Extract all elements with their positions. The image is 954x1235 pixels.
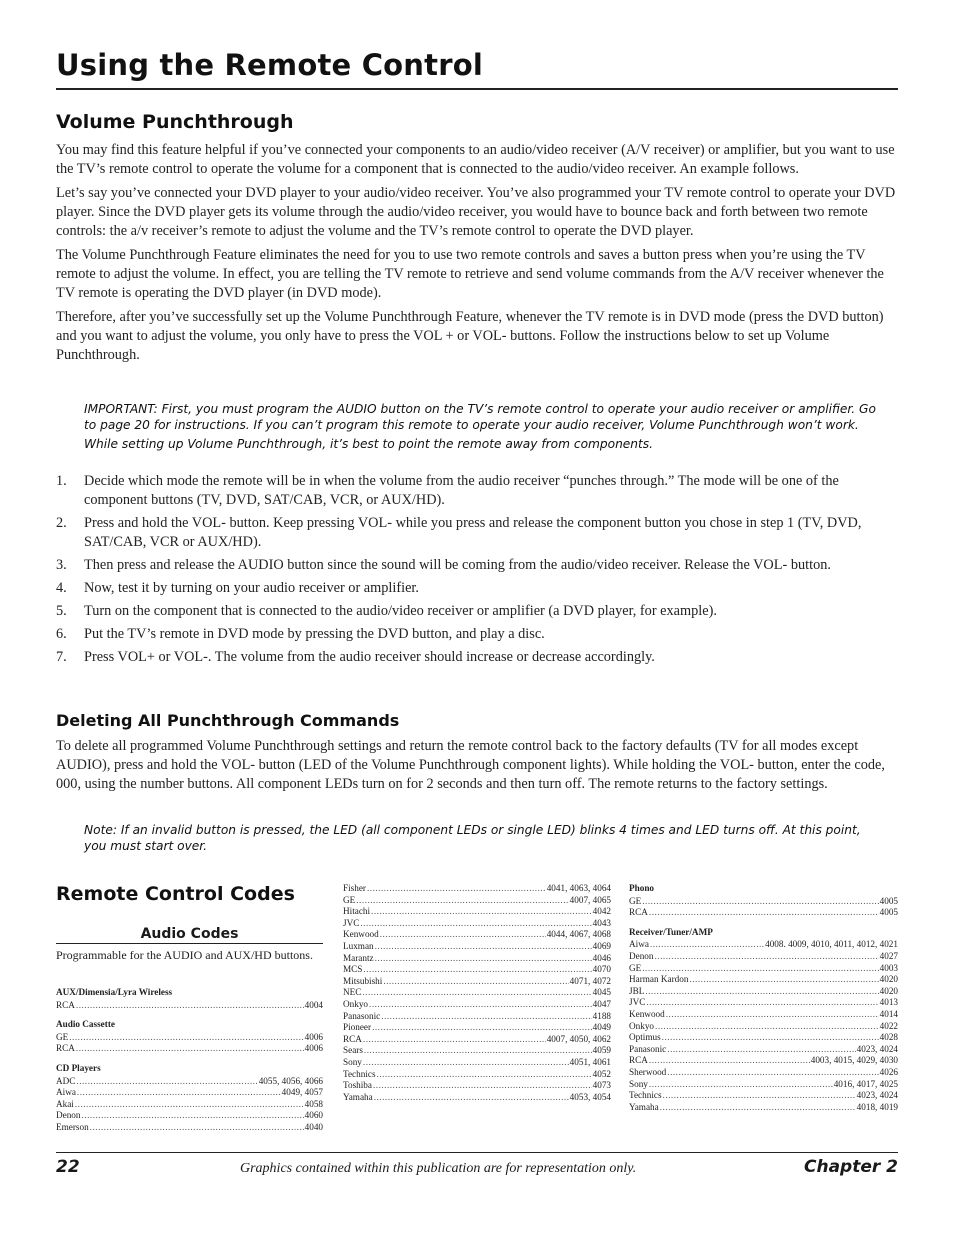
code-values: 4018, 4019 — [856, 1101, 898, 1112]
deleting-paragraph: To delete all programmed Volume Punchthrough settings and return the remote control back to the factory defaults (TV for all modes except AUDIO), press and hold the VOL- button (LED of the Volume Punchthrough component lights). While holding the VOL- button, enter the code, 000, using the number buttons. All component LEDs turn on for 2 seconds and then turn off. The remote returns to the factory settings. — [56, 738, 885, 792]
code-values: 4046 — [592, 952, 611, 963]
brand-name: RCA — [629, 1055, 648, 1066]
code-values: 4003 — [879, 962, 898, 973]
brand-name: Aiwa — [629, 939, 649, 950]
code-values: 4003, 4015, 4029, 4030 — [810, 1055, 898, 1066]
step-text: Press VOL+ or VOL-. The volume from the audio receiver should increase or decrease accordingly. — [84, 649, 655, 665]
leader-dots — [645, 986, 878, 998]
code-group-title: Audio Cassette — [56, 1019, 115, 1030]
leader-dots — [82, 1110, 304, 1122]
page-title: Using the Remote Control — [56, 48, 483, 82]
code-values: 4005 — [879, 907, 898, 918]
code-values: 4051, 4061 — [569, 1056, 611, 1067]
leader-dots — [76, 1043, 304, 1055]
code-row — [629, 997, 898, 1009]
leader-dots — [650, 939, 764, 951]
code-values: 4059 — [592, 1045, 611, 1056]
leader-dots — [371, 906, 592, 918]
code-row — [343, 1069, 611, 1081]
leader-dots — [655, 951, 879, 963]
intro-paragraphs — [56, 141, 898, 370]
step-number: 2. — [56, 515, 67, 531]
leader-dots — [69, 1032, 303, 1044]
brand-name: Emerson — [56, 1121, 89, 1132]
code-values: 4020 — [879, 985, 898, 996]
code-row — [629, 1044, 898, 1056]
leader-dots — [375, 953, 592, 965]
leader-dots — [369, 999, 592, 1011]
code-values: 4004 — [304, 999, 323, 1010]
code-values: 4071, 4072 — [569, 975, 611, 986]
code-values: 4023, 4024 — [856, 1043, 898, 1054]
leader-dots — [666, 1009, 879, 1021]
footer-note: Graphics contained within this publication are for representation only. — [240, 1161, 637, 1176]
leader-dots — [362, 987, 591, 999]
step-text: Decide which mode the remote will be in when the volume from the audio receiver “punches through.” The mode will be one of the component buttons (TV, DVD, SAT/CAB, VCR, or AUX/HD). — [84, 473, 839, 508]
code-row — [629, 939, 898, 951]
brand-name: Optimus — [629, 1032, 661, 1043]
code-row — [56, 1110, 323, 1122]
title-divider — [56, 88, 898, 90]
code-row — [629, 974, 898, 986]
brand-name: Toshiba — [343, 1080, 372, 1091]
important-notes — [84, 401, 884, 455]
code-values: 4023, 4024 — [856, 1090, 898, 1101]
code-row — [56, 1122, 323, 1134]
code-row — [629, 1079, 898, 1091]
code-values: 4052 — [592, 1068, 611, 1079]
brand-name: Kenwood — [343, 929, 379, 940]
brand-name: JVC — [343, 917, 360, 928]
leader-dots — [649, 1055, 810, 1067]
code-values: 4016, 4017, 4025 — [833, 1078, 898, 1089]
code-values: 4073 — [592, 1080, 611, 1091]
code-values: 4013 — [879, 997, 898, 1008]
step-text: Put the TV’s remote in DVD mode by pressing the DVD button, and play a disc. — [84, 626, 545, 642]
step-number: 1. — [56, 473, 67, 489]
remote-codes-heading: Remote Control Codes — [56, 883, 295, 905]
code-row — [56, 1076, 323, 1088]
brand-name: Marantz — [343, 952, 374, 963]
code-values: 4060 — [304, 1110, 323, 1121]
code-row — [343, 976, 611, 988]
step-item — [56, 648, 898, 667]
audio-codes-description: Programmable for the AUDIO and AUX/HD buttons. — [56, 948, 313, 962]
code-values: 4047 — [592, 998, 611, 1009]
code-values: 4055, 4056, 4066 — [258, 1075, 323, 1086]
leader-dots — [374, 1092, 569, 1104]
code-values: 4049 — [592, 1022, 611, 1033]
leader-dots — [642, 896, 878, 908]
leader-dots — [667, 1067, 878, 1079]
code-values: 4028 — [879, 1032, 898, 1043]
brand-name: Aiwa — [56, 1087, 76, 1098]
step-item — [56, 579, 898, 598]
brand-name: Hitachi — [343, 906, 371, 917]
code-values: 4006 — [304, 1043, 323, 1054]
code-values: 4041, 4063, 4064 — [546, 883, 611, 893]
leader-dots — [662, 1032, 879, 1044]
step-item — [56, 556, 898, 575]
code-row — [343, 906, 611, 918]
leader-dots — [377, 1069, 592, 1081]
codes-column-2 — [343, 883, 611, 1103]
step-item — [56, 602, 898, 621]
code-row — [343, 1080, 611, 1092]
code-values: 4005 — [879, 895, 898, 906]
leader-dots — [649, 1079, 833, 1091]
leader-dots — [363, 1034, 546, 1046]
brand-name: GE — [56, 1031, 69, 1042]
code-values: 4049, 4057 — [281, 1087, 323, 1098]
code-row — [343, 1045, 611, 1057]
paragraph: You may find this feature helpful if you’ve connected your components to an audio/video receiver (A/V receiver) or amplifier, but you want to use the TV’s remote control to operate the volume for a component that is connected to the audio/video receiver. An example follows. — [56, 142, 895, 177]
deleting-note-block — [84, 822, 884, 857]
code-row — [56, 1087, 323, 1099]
brand-name: Fisher — [343, 883, 366, 893]
codes-column-1 — [56, 987, 323, 1134]
code-values: 4045 — [592, 987, 611, 998]
leader-dots — [667, 1044, 855, 1056]
leader-dots — [373, 1080, 592, 1092]
footer-divider — [56, 1152, 898, 1153]
leader-dots — [383, 976, 568, 988]
code-row — [629, 1009, 898, 1021]
code-row — [343, 895, 611, 907]
brand-name: RCA — [56, 1043, 75, 1054]
code-values: 4040 — [304, 1121, 323, 1132]
code-row — [343, 953, 611, 965]
code-values: 4027 — [879, 950, 898, 961]
step-number: 5. — [56, 603, 67, 619]
code-values: 4053, 4054 — [569, 1091, 611, 1102]
step-item — [56, 472, 898, 510]
brand-name: Technics — [629, 1090, 662, 1101]
code-group-title: CD Players — [56, 1062, 101, 1073]
leader-dots — [76, 1000, 304, 1012]
audio-codes-title: Audio Codes — [56, 925, 323, 944]
step-text: Now, test it by turning on your audio receiver or amplifier. — [84, 580, 419, 596]
code-row — [343, 1011, 611, 1023]
code-values: 4042 — [592, 906, 611, 917]
code-row — [629, 1055, 898, 1067]
deleting-paragraph-block — [56, 737, 898, 799]
brand-name: RCA — [56, 999, 75, 1010]
step-number: 6. — [56, 626, 67, 642]
code-row — [629, 1021, 898, 1033]
code-row — [343, 883, 611, 895]
code-values: 4007, 4065 — [569, 894, 611, 905]
leader-dots — [363, 964, 591, 976]
setup-steps — [56, 472, 898, 671]
step-number: 3. — [56, 557, 67, 573]
code-row — [629, 1090, 898, 1102]
brand-name: Onkyo — [629, 1020, 655, 1031]
leader-dots — [663, 1090, 856, 1102]
brand-name: Technics — [343, 1068, 376, 1079]
leader-dots — [660, 1102, 856, 1114]
brand-name: ADC — [56, 1075, 76, 1086]
code-values: 4058 — [304, 1098, 323, 1109]
brand-name: Denon — [629, 950, 654, 961]
tip-note: While setting up Volume Punchthrough, it’s best to point the remote away from components. — [84, 437, 654, 451]
brand-name: Harman Kardon — [629, 974, 689, 985]
leader-dots — [375, 941, 592, 953]
code-row — [56, 1043, 323, 1055]
brand-name: GE — [629, 895, 642, 906]
paragraph: Therefore, after you’ve successfully set up the Volume Punchthrough Feature, whenever the TV remote is in DVD mode (press the DVD button) and you want to adjust the volume, you only have to press the VOL + or VOL- buttons. Follow the instructions below to set up Volume Punchthrough. — [56, 309, 884, 363]
code-values: 4022 — [879, 1020, 898, 1031]
leader-dots — [367, 883, 546, 895]
code-values: 4070 — [592, 964, 611, 975]
code-group-title: AUX/Dimensia/Lyra Wireless — [56, 987, 173, 997]
code-values: 4006 — [304, 1031, 323, 1042]
code-row — [343, 1092, 611, 1104]
leader-dots — [90, 1122, 304, 1134]
leader-dots — [363, 1057, 569, 1069]
code-row — [343, 987, 611, 999]
brand-name: Luxman — [343, 940, 374, 951]
step-item — [56, 514, 898, 552]
step-text: Turn on the component that is connected to the audio/video receiver or amplifier (a DVD player, for example). — [84, 603, 717, 619]
brand-name: Onkyo — [343, 998, 369, 1009]
brand-name: RCA — [629, 907, 648, 918]
code-values: 4188 — [592, 1010, 611, 1021]
brand-name: Pioneer — [343, 1022, 372, 1033]
code-row — [629, 1102, 898, 1114]
volume-punchthrough-heading: Volume Punchthrough — [56, 111, 294, 133]
brand-name: Panasonic — [629, 1043, 667, 1054]
brand-name: JVC — [629, 997, 646, 1008]
code-values: 4014 — [879, 1008, 898, 1019]
codes-column-3 — [629, 883, 898, 1113]
leader-dots — [356, 895, 568, 907]
leader-dots — [655, 1021, 879, 1033]
step-number: 7. — [56, 649, 67, 665]
deleting-note: Note: If an invalid button is pressed, the LED (all component LEDs or single LED) blinks 4 times and LED turns off. At this point, you must start over. — [84, 823, 861, 853]
paragraph: Let’s say you’ve connected your DVD player to your audio/video receiver. You’ve also programmed your TV remote control to operate your DVD player. Since the DVD player gets its volume through the audio/video receiver, you would have to bounce back and forth between two remote controls: the a/v receiver’s remote to adjust the volume and the TV’s remote control to operate the DVD player. — [56, 185, 896, 239]
brand-name: Yamaha — [629, 1101, 659, 1112]
leader-dots — [646, 997, 878, 1009]
code-row — [629, 1067, 898, 1079]
code-row — [343, 1057, 611, 1069]
deleting-heading: Deleting All Punchthrough Commands — [56, 711, 400, 730]
page-number: 22 — [56, 1157, 80, 1177]
code-row — [343, 1034, 611, 1046]
code-row — [56, 1000, 323, 1012]
code-row — [343, 929, 611, 941]
brand-name: Kenwood — [629, 1008, 665, 1019]
leader-dots — [642, 963, 878, 975]
code-row — [629, 1032, 898, 1044]
code-values: 4008. 4009, 4010, 4011, 4012, 4021 — [765, 939, 898, 950]
code-values: 4007, 4050, 4062 — [546, 1033, 611, 1044]
brand-name: JBL — [629, 985, 645, 996]
leader-dots — [77, 1087, 281, 1099]
code-row — [343, 941, 611, 953]
code-row — [343, 964, 611, 976]
step-item — [56, 625, 898, 644]
brand-name: GE — [343, 894, 356, 905]
brand-name: NEC — [343, 987, 362, 998]
leader-dots — [76, 1076, 257, 1088]
brand-name: Sherwood — [629, 1066, 667, 1077]
code-row — [629, 963, 898, 975]
brand-name: Panasonic — [343, 1010, 381, 1021]
code-row — [343, 999, 611, 1011]
code-row — [56, 1099, 323, 1111]
code-row — [343, 1022, 611, 1034]
code-values: 4069 — [592, 940, 611, 951]
brand-name: Sony — [629, 1078, 648, 1089]
leader-dots — [380, 929, 546, 941]
code-values: 4020 — [879, 974, 898, 985]
code-group-title: Phono — [629, 883, 655, 893]
brand-name: Mitsubishi — [343, 975, 383, 986]
code-row — [56, 1032, 323, 1044]
brand-name: GE — [629, 962, 642, 973]
leader-dots — [372, 1022, 592, 1034]
brand-name: Denon — [56, 1110, 81, 1121]
code-row — [629, 986, 898, 998]
code-row — [629, 951, 898, 963]
code-group-title: Receiver/Tuner/AMP — [629, 926, 713, 937]
step-number: 4. — [56, 580, 67, 596]
brand-name: Akai — [56, 1098, 74, 1109]
important-note: IMPORTANT: First, you must program the AUDIO button on the TV’s remote control to operate your audio receiver or amplifier. Go to page 20 for instructions. If you can’t program this remote to operate your audio receiver, Volume Punchthrough won’t work. — [84, 402, 876, 432]
code-values: 4026 — [879, 1066, 898, 1077]
leader-dots — [75, 1099, 304, 1111]
chapter-label: Chapter 2 — [803, 1157, 898, 1177]
brand-name: Sony — [343, 1056, 362, 1067]
code-row — [343, 918, 611, 930]
code-row — [629, 896, 898, 908]
leader-dots — [381, 1011, 591, 1023]
brand-name: Yamaha — [343, 1091, 373, 1102]
paragraph: The Volume Punchthrough Feature eliminates the need for you to use two remote controls and saves a button press when you’re using the TV remote to adjust the volume. In effect, you are telling the TV remote to retrieve and send volume commands from the A/V receiver whenever the TV remote is operating the DVD player (in DVD mode). — [56, 247, 884, 301]
brand-name: MCS — [343, 964, 363, 975]
step-text: Press and hold the VOL- button. Keep pressing VOL- while you press and release the component button you chose in step 1 (TV, DVD, SAT/CAB, VCR or AUX/HD). — [84, 515, 862, 550]
code-row — [629, 907, 898, 919]
brand-name: Sears — [343, 1045, 363, 1056]
code-values: 4043 — [592, 917, 611, 928]
leader-dots — [689, 974, 878, 986]
brand-name: RCA — [343, 1033, 362, 1044]
leader-dots — [360, 918, 591, 930]
leader-dots — [649, 907, 879, 919]
step-text: Then press and release the AUDIO button since the sound will be coming from the audio/video receiver. Release the VOL- button. — [84, 557, 831, 573]
leader-dots — [364, 1045, 592, 1057]
code-values: 4044, 4067, 4068 — [546, 929, 611, 940]
